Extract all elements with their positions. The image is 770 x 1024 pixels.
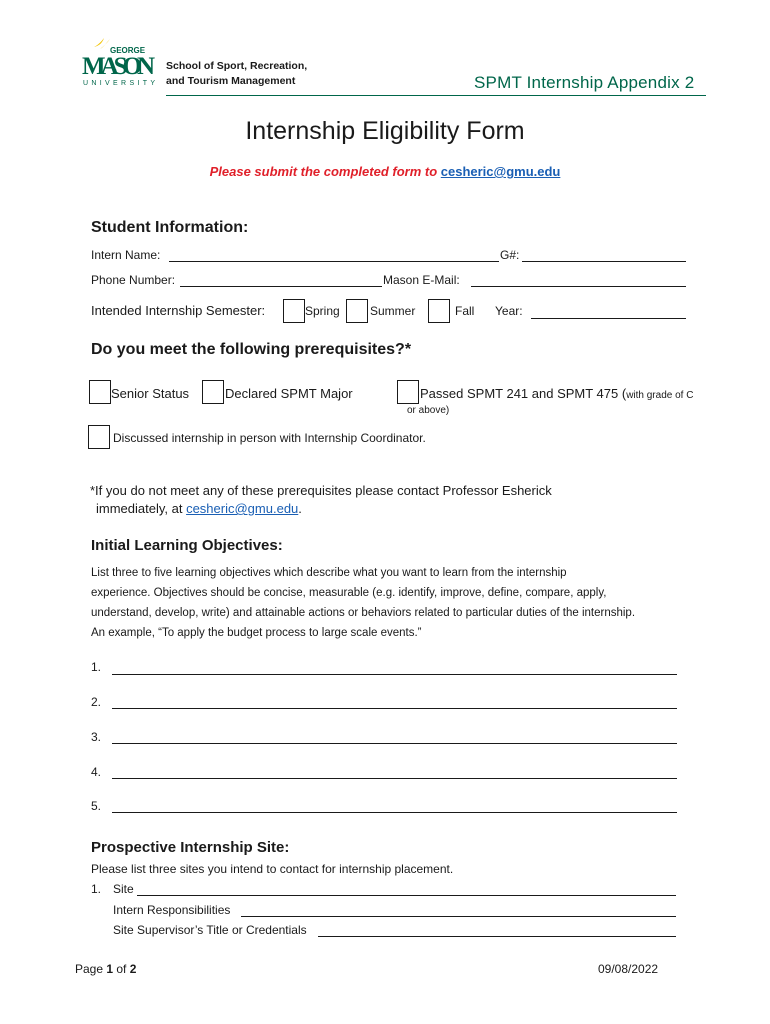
semester-option-spring: Spring — [305, 304, 340, 318]
page-number — [75, 962, 136, 976]
submit-instruction — [0, 164, 770, 179]
semester-label: Intended Internship Semester: — [91, 303, 266, 318]
objectives-line2: experience. Objectives should be concise, measurable (e.g. identify, improve, define, compare, apply, — [91, 587, 607, 599]
svg-text:MASON: MASON — [82, 53, 155, 80]
supervisor-field[interactable] — [318, 936, 676, 937]
gmu-logo — [82, 38, 156, 86]
school-name-line2: and Tourism Management — [166, 75, 296, 87]
site-field[interactable] — [137, 895, 676, 896]
objective-number-2: 2. — [91, 695, 102, 709]
site-label: Site — [113, 882, 134, 896]
prerequisite-note-prefix: immediately, at — [96, 501, 187, 516]
mason-email-field[interactable] — [471, 286, 686, 287]
supervisor-label: Site Supervisor’s Title or Credentials — [113, 923, 307, 937]
site-item-number: 1. — [91, 882, 102, 896]
page-total: 2 — [129, 962, 137, 976]
page-of: of — [113, 962, 130, 976]
phone-label: Phone Number: — [91, 273, 176, 287]
checkbox-discussed[interactable] — [88, 425, 110, 449]
checkbox-spring[interactable] — [283, 299, 305, 323]
school-name-line1: School of Sport, Recreation, — [166, 60, 308, 72]
header-divider — [166, 95, 706, 96]
site-heading: Prospective Internship Site: — [91, 839, 290, 856]
page-current: 1 — [106, 962, 114, 976]
student-info-heading: Student Information: — [91, 219, 249, 236]
objective-field-5[interactable] — [112, 812, 677, 813]
prerequisite-note-email-link[interactable]: cesheric@gmu.edu — [186, 501, 299, 516]
senior-status-label: Senior Status — [111, 386, 190, 401]
objective-number-1: 1. — [91, 660, 102, 674]
objective-field-2[interactable] — [112, 708, 677, 709]
submit-email-link[interactable]: cesheric@gmu.edu — [440, 164, 561, 179]
checkbox-senior-status[interactable] — [89, 380, 111, 404]
passed-courses-text: Passed SPMT 241 and SPMT 475 ( — [420, 386, 627, 401]
prerequisite-note-suffix: . — [298, 501, 302, 516]
objective-number-5: 5. — [91, 799, 102, 813]
semester-option-fall: Fall — [455, 304, 475, 318]
responsibilities-field[interactable] — [241, 916, 676, 917]
year-field[interactable] — [531, 318, 686, 319]
declared-major-label: Declared SPMT Major — [225, 386, 353, 401]
objectives-heading: Initial Learning Objectives: — [91, 537, 283, 554]
prerequisite-note-line2 — [96, 501, 302, 516]
site-instructions: Please list three sites you intend to contact for internship placement. — [91, 862, 454, 876]
phone-field[interactable] — [180, 286, 382, 287]
objective-number-3: 3. — [91, 730, 102, 744]
school-name — [166, 59, 307, 89]
g-number-field[interactable] — [522, 261, 686, 262]
passed-courses-grade: with grade of C — [626, 390, 694, 401]
responsibilities-label: Intern Responsibilities — [113, 903, 231, 917]
objectives-line1: List three to five learning objectives which describe what you want to learn from the internship — [91, 567, 567, 579]
prerequisite-note-line1: *If you do not meet any of these prerequisites please contact Professor Esherick — [90, 483, 552, 498]
mason-email-label: Mason E-Mail: — [383, 273, 460, 287]
passed-courses-label — [420, 386, 693, 401]
semester-option-summer: Summer — [370, 304, 416, 318]
intern-name-field[interactable] — [169, 261, 499, 262]
form-title: Internship Eligibility Form — [245, 117, 525, 145]
svg-text:GEORGE: GEORGE — [110, 46, 146, 55]
objectives-line3: understand, develop, write) and attainable actions or behaviors related to particular duties of the internship. — [91, 607, 636, 619]
checkbox-summer[interactable] — [346, 299, 368, 323]
checkbox-fall[interactable] — [428, 299, 450, 323]
year-label: Year: — [495, 304, 523, 318]
prerequisites-heading: Do you meet the following prerequisites?* — [91, 341, 412, 358]
objective-field-4[interactable] — [112, 778, 677, 779]
objectives-line4: An example, “To apply the budget process to large scale events.” — [91, 627, 422, 639]
objective-number-4: 4. — [91, 765, 102, 779]
appendix-title: SPMT Internship Appendix 2 — [474, 73, 695, 92]
submit-prefix: Please submit the completed form to — [209, 164, 441, 179]
svg-text:UNIVERSITY: UNIVERSITY — [83, 80, 155, 86]
passed-courses-continued: or above) — [407, 405, 450, 416]
discussed-label: Discussed internship in person with Internship Coordinator. — [113, 431, 426, 445]
objective-field-3[interactable] — [112, 743, 677, 744]
page-prefix: Page — [75, 962, 107, 976]
intern-name-label: Intern Name: — [91, 248, 161, 262]
checkbox-passed-courses[interactable] — [397, 380, 419, 404]
objective-field-1[interactable] — [112, 674, 677, 675]
g-number-label: G#: — [500, 248, 520, 262]
checkbox-declared-major[interactable] — [202, 380, 224, 404]
footer-date: 09/08/2022 — [598, 962, 659, 976]
objectives-instructions — [91, 563, 635, 643]
